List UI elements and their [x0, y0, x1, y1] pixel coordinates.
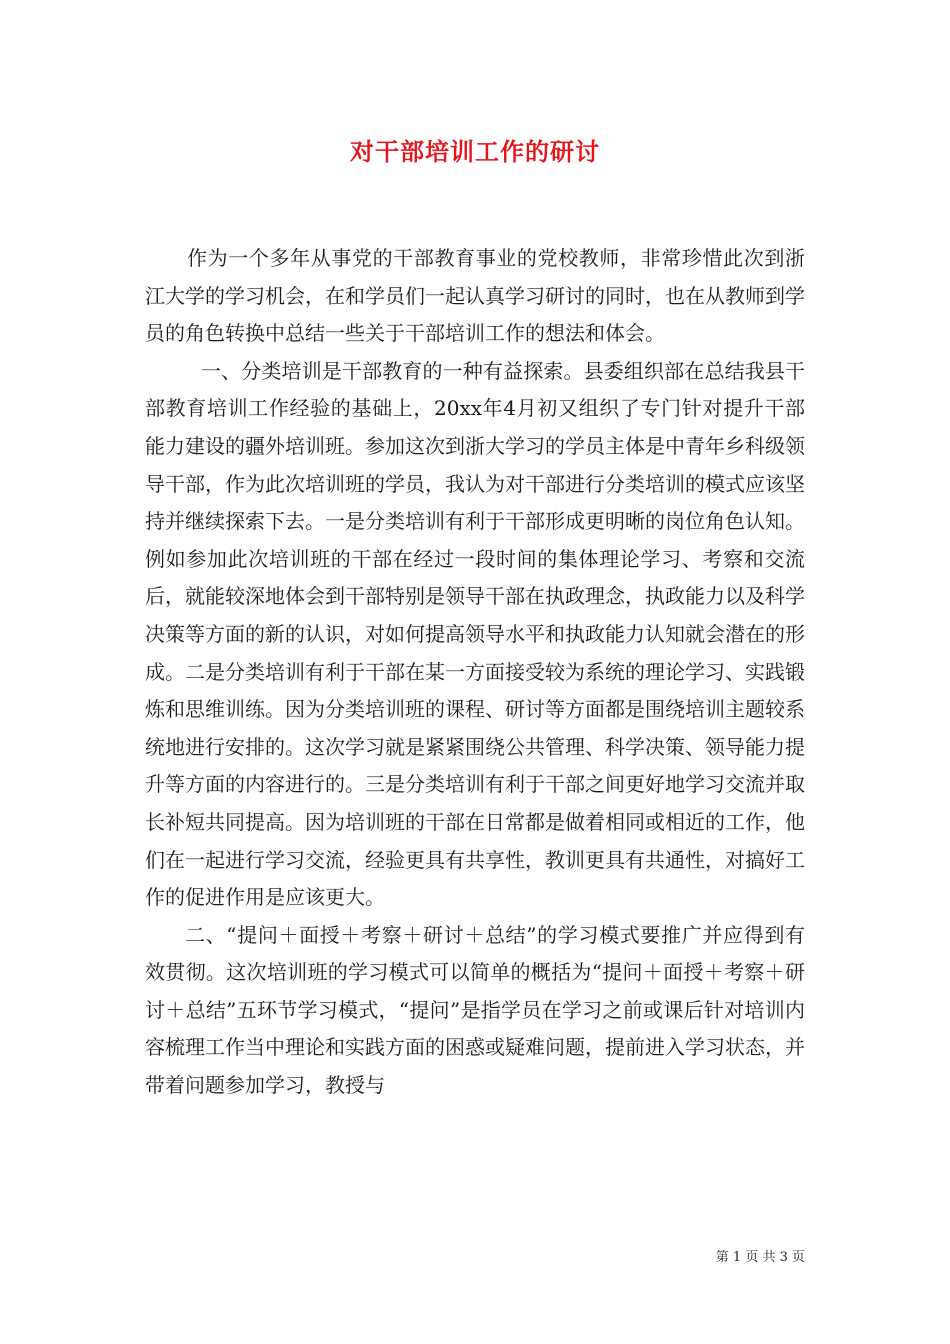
document-body — [145, 240, 805, 1105]
paragraph-section-2: 二、“提问＋面授＋考察＋研讨＋总结”的学习模式要推广并应得到有效贯彻。这次培训班的学习模式可以简单的概括为“提问＋面授＋考察＋研讨＋总结”五环节学习模式，“提问”是指学员在学习之前或课后针对培训内容梳理工作当中理论和实践方面的困惑或疑难问题，提前进入学习状态，并带着问题参加学习，教授与 — [145, 922, 805, 1098]
page-number: 第 1 页 共 3 页 — [715, 1250, 805, 1265]
paragraph-section-1: 一、分类培训是干部教育的一种有益探索。县委组织部在总结我县干部教育培训工作经验的基础上，20xx年4月初又组织了专门针对提升干部能力建设的疆外培训班。参加这次到浙大学习的学员主体是中青年乡科级领导干部，作为此次培训班的学员，我认为对干部进行分类培训的模式应该坚持并继续探索下去。一是分类培训有利于干部形成更明晰的岗位角色认知。例如参加此次培训班的干部在经过一段时间的集体理论学习、考察和交流后，就能较深地体会到干部特别是领导干部在执政理念，执政能力以及科学决策等方面的新的认识，对如何提高领导水平和执政能力认知就会潜在的形成。二是分类培训有利于干部在某一方面接受较为系统的理论学习、实践锻炼和思维训练。因为分类培训班的课程、研讨等方面都是围绕培训主题较系统地进行安排的。这次学习就是紧紧围绕公共管理、科学决策、领导能力提升等方面的内容进行的。三是分类培训有利于干部之间更好地学习交流并取长补短共同提高。因为培训班的干部在日常都是做着相同或相近的工作，他们在一起进行学习交流，经验更具有共享性，教训更具有共通性，对搞好工作的促进作用是应该更大。 — [145, 358, 805, 910]
paragraph-intro: 作为一个多年从事党的干部教育事业的党校教师，非常珍惜此次到浙江大学的学习机会，在和学员们一起认真学习研讨的同时，也在从教师到学员的角色转换中总结一些关于干部培训工作的想法和体会。 — [145, 246, 805, 346]
page-title: 对干部培训工作的研讨 — [350, 137, 600, 166]
